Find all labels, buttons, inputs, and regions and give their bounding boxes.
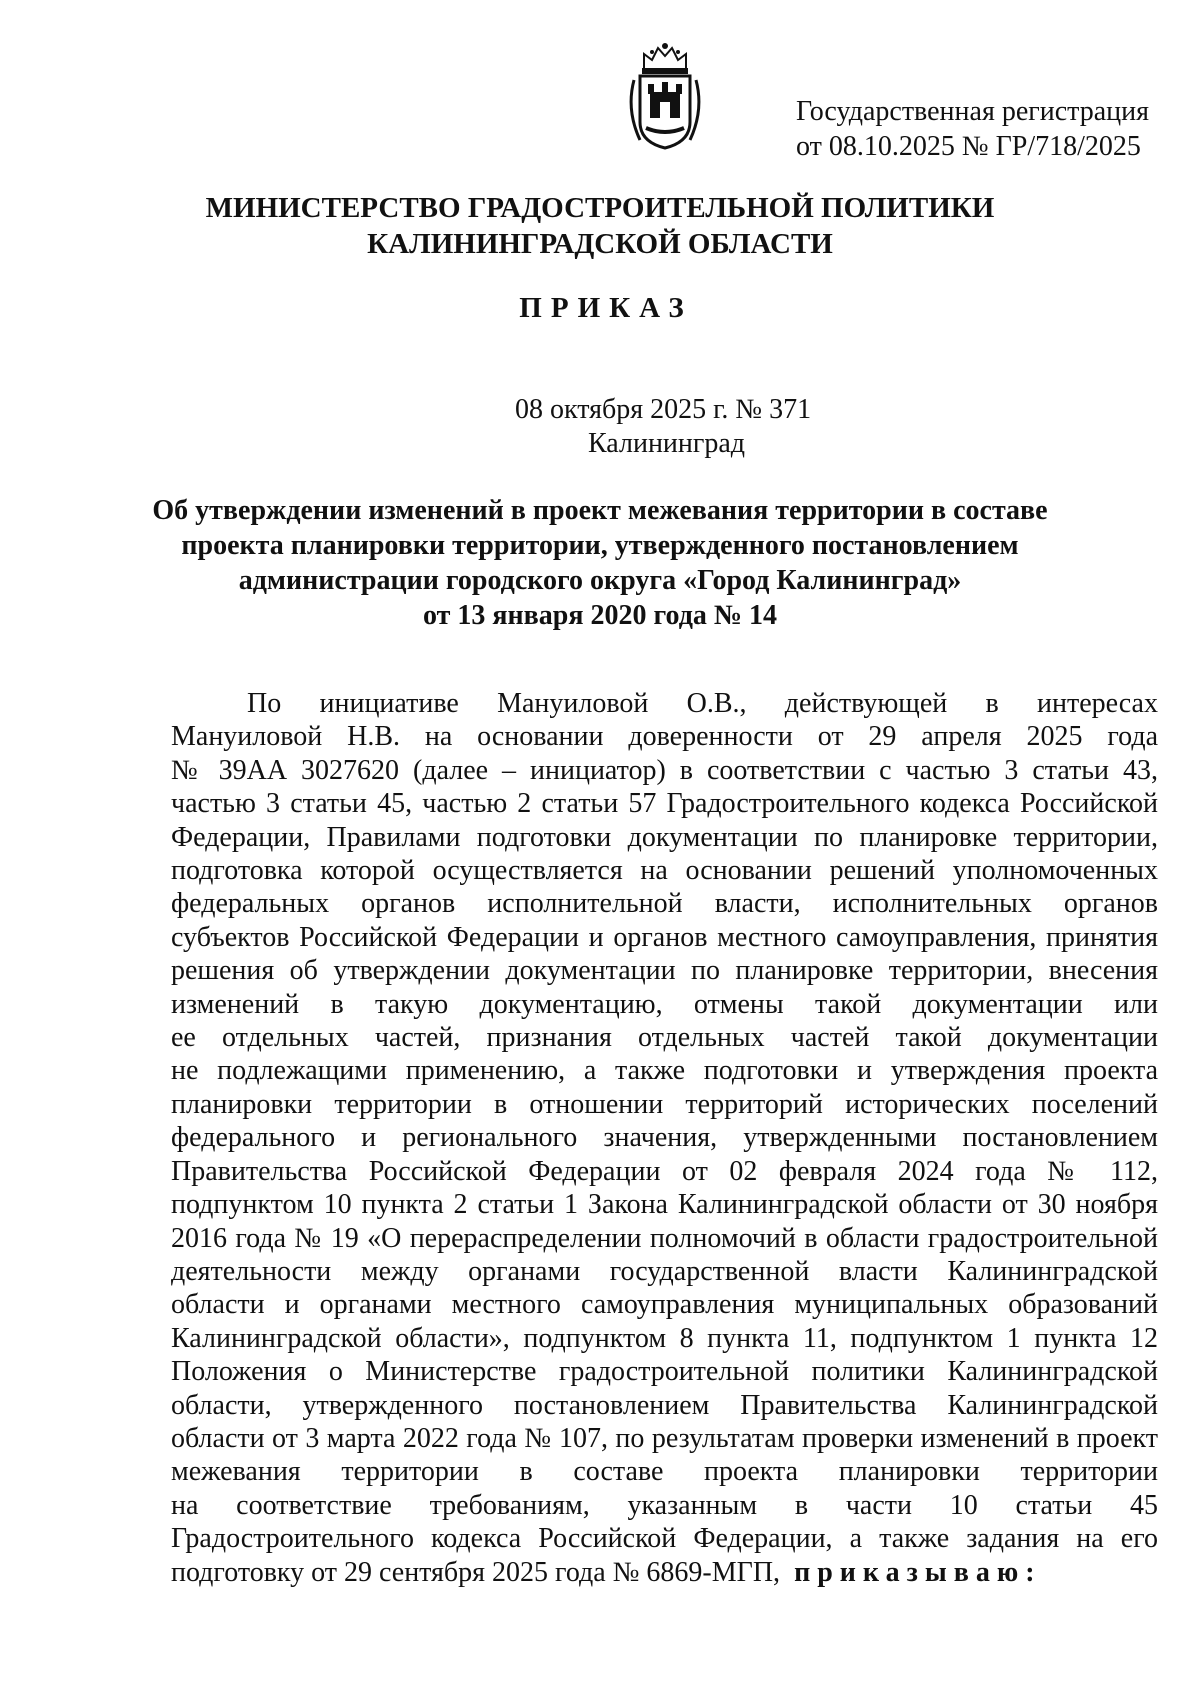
body-line: планировки территории в отношении территорий исторических поселений xyxy=(171,1088,1158,1120)
registration-number: от 08.10.2025 № ГР/718/2025 xyxy=(796,131,1141,162)
registration-label: Государственная регистрация xyxy=(796,96,1149,127)
order-date-number: 08 октября 2025 г. № 371 xyxy=(515,394,812,425)
order-body-paragraph xyxy=(171,687,1158,1589)
order-word: приказываю: xyxy=(794,1556,1042,1588)
order-subject-title xyxy=(150,493,1050,633)
body-line: подпунктом 10 пункта 2 статьи 1 Закона Калининградской области от 30 ноября xyxy=(171,1189,1158,1221)
subject-line: от 13 января 2020 года № 14 xyxy=(422,600,778,631)
body-line: Градостроительного кодекса Российской Федерации, а также задания на его xyxy=(171,1523,1158,1555)
body-line: подготовка которой осуществляется на основании решений уполномоченных xyxy=(171,855,1158,887)
order-city: Калининград xyxy=(588,428,746,459)
body-line: Правительства Российской Федерации от 02 февраля 2024 года № 112, xyxy=(171,1155,1158,1187)
body-line: частью 3 статьи 45, частью 2 статьи 57 Градостроительного кодекса Российской xyxy=(171,788,1158,820)
body-line: федерального и регионального значения, утвержденными постановлением xyxy=(171,1122,1158,1154)
body-line: № 39АА 3027620 (далее – инициатор) в соответствии с частью 3 статьи 43, xyxy=(171,754,1158,786)
subject-line: администрации городского округа «Город Калининград» xyxy=(238,565,962,596)
body-line: Федерации, Правилами подготовки документации по планировке территории, xyxy=(171,821,1158,853)
body-last-line xyxy=(171,1556,1158,1589)
body-line: деятельности между органами государственной власти Калининградской xyxy=(171,1255,1158,1287)
body-line: изменений в такую документацию, отмены такой документации или xyxy=(171,988,1158,1020)
body-last-line-text: подготовку от 29 сентября 2025 года № 6869-МГП, xyxy=(171,1556,781,1588)
subject-line: Об утверждении изменений в проект межевания территории в составе xyxy=(152,495,1048,526)
state-registration-block xyxy=(796,94,1149,164)
body-line: области от 3 марта 2022 года № 107, по результатам проверки изменений в проект xyxy=(171,1422,1158,1454)
subject-line: проекта планировки территории, утвержденного постановлением xyxy=(181,530,1019,561)
body-line: решения об утверждении документации по планировке территории, внесения xyxy=(171,955,1158,987)
body-line: не подлежащими применению, а также подготовки и утверждения проекта xyxy=(171,1055,1158,1087)
document-type-heading: ПРИКАЗ xyxy=(519,292,693,324)
body-line: межевания территории в составе проекта планировки территории xyxy=(171,1456,1158,1488)
body-line: области, утвержденного постановлением Правительства Калининградской xyxy=(171,1389,1158,1421)
ministry-name-line-2: КАЛИНИНГРАДСКОЙ ОБЛАСТИ xyxy=(367,228,833,260)
body-line: на соответствие требованиям, указанным в части 10 статьи 45 xyxy=(171,1489,1158,1521)
body-line: области и органами местного самоуправления муниципальных образований xyxy=(171,1289,1158,1321)
body-line: Калининградской области», подпунктом 8 пункта 11, подпунктом 1 пункта 12 xyxy=(171,1322,1158,1354)
body-line: По инициативе Мануиловой О.В., действующей в интересах xyxy=(247,688,1158,719)
ministry-name xyxy=(0,190,1200,262)
body-line: Мануиловой Н.В. на основании доверенности от 29 апреля 2025 года xyxy=(171,721,1158,753)
body-line: федеральных органов исполнительной власти, исполнительных органов xyxy=(171,888,1158,920)
body-line: Положения о Министерстве градостроительной политики Калининградской xyxy=(171,1356,1158,1388)
body-line: 2016 года № 19 «О перераспределении полномочий в области градостроительной xyxy=(171,1222,1158,1254)
body-line: ее отдельных частей, признания отдельных частей такой документации xyxy=(171,1022,1158,1054)
ministry-name-line-1: МИНИСТЕРСТВО ГРАДОСТРОИТЕЛЬНОЙ ПОЛИТИКИ xyxy=(205,192,995,224)
body-line: субъектов Российской Федерации и органов местного самоуправления, принятия xyxy=(171,921,1158,953)
coat-of-arms-emblem xyxy=(624,40,706,152)
